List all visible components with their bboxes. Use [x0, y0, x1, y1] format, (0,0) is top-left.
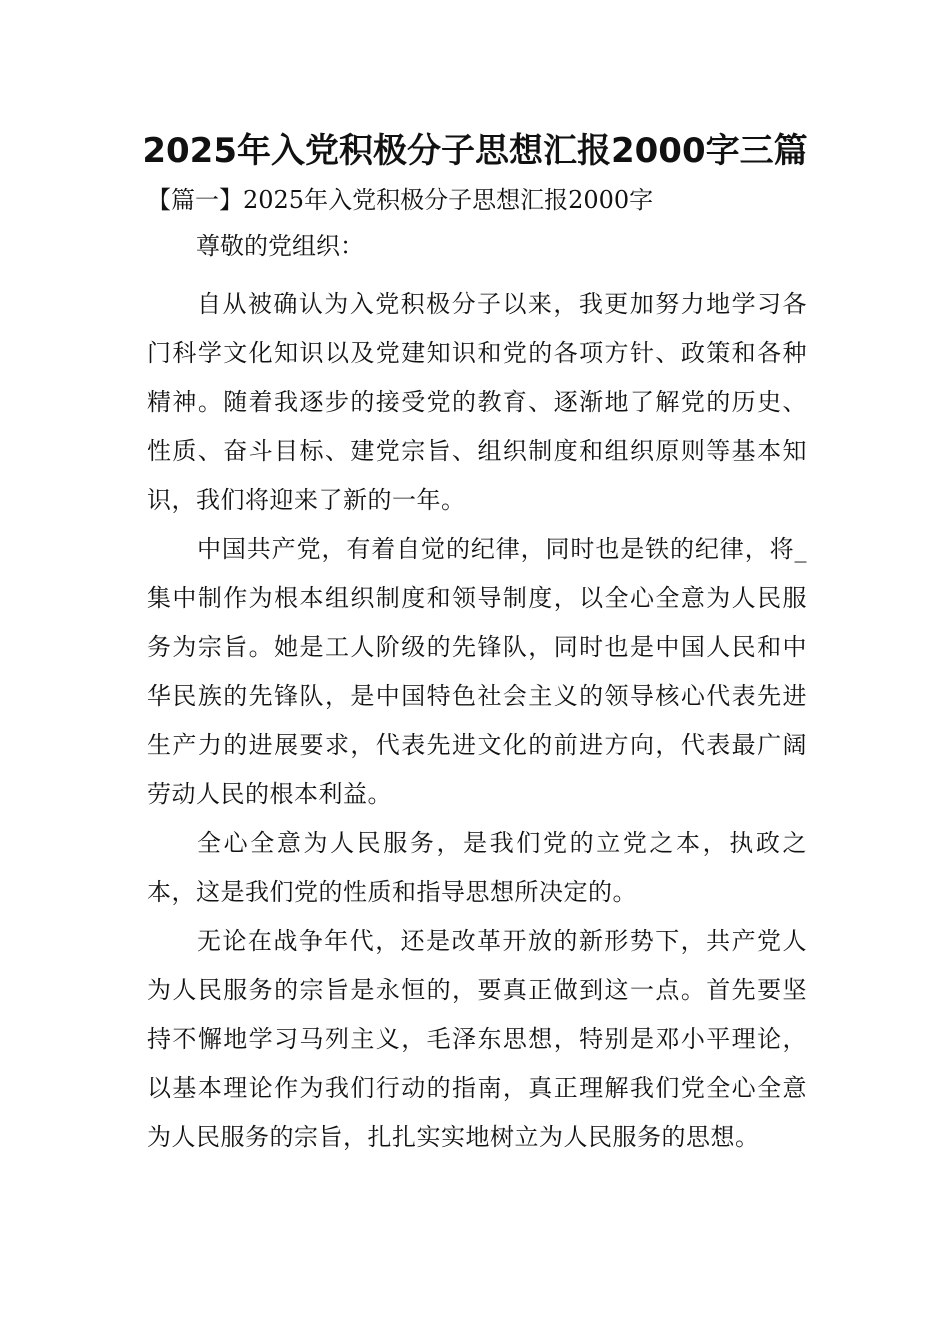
paragraph: 无论在战争年代，还是改革开放的新形势下，共产党人为人民服务的宗旨是永恒的，要真正做到这一点。首先要坚持不懈地学习马列主义，毛泽东思想，特别是邓小平理论，以基本理论作为我们行动的指南，真正理解我们党全心全意为人民服务的宗旨，扎扎实实地树立为人民服务的思想。 — [147, 927, 807, 1151]
paragraph: 中国共产党，有着自觉的纪律，同时也是铁的纪律，将_集中制作为根本组织制度和领导制度，以全心全意为人民服务为宗旨。她是工人阶级的先锋队，同时也是中国人民和中华民族的先锋队，是中国特色社会主义的领导核心代表先进生产力的进展要求，代表先进文化的前进方向，代表最广阔劳动人民的根本利益。 — [147, 535, 807, 808]
document-body — [147, 280, 807, 1162]
paragraph: 自从被确认为入党积极分子以来，我更加努力地学习各门科学文化知识以及党建知识和党的各项方针、政策和各种精神。随着我逐步的接受党的教育、逐渐地了解党的历史、性质、奋斗目标、建党宗旨、组织制度和组织原则等基本知识，我们将迎来了新的一年。 — [147, 290, 807, 514]
salutation: 尊敬的党组织： — [196, 232, 364, 260]
paragraph: 全心全意为人民服务，是我们党的立党之本，执政之本，这是我们党的性质和指导思想所决定的。 — [147, 829, 807, 906]
section-heading: 【篇一】2025年入党积极分子思想汇报2000字 — [147, 186, 654, 214]
document-title: 2025年入党积极分子思想汇报2000字三篇 — [142, 131, 808, 171]
